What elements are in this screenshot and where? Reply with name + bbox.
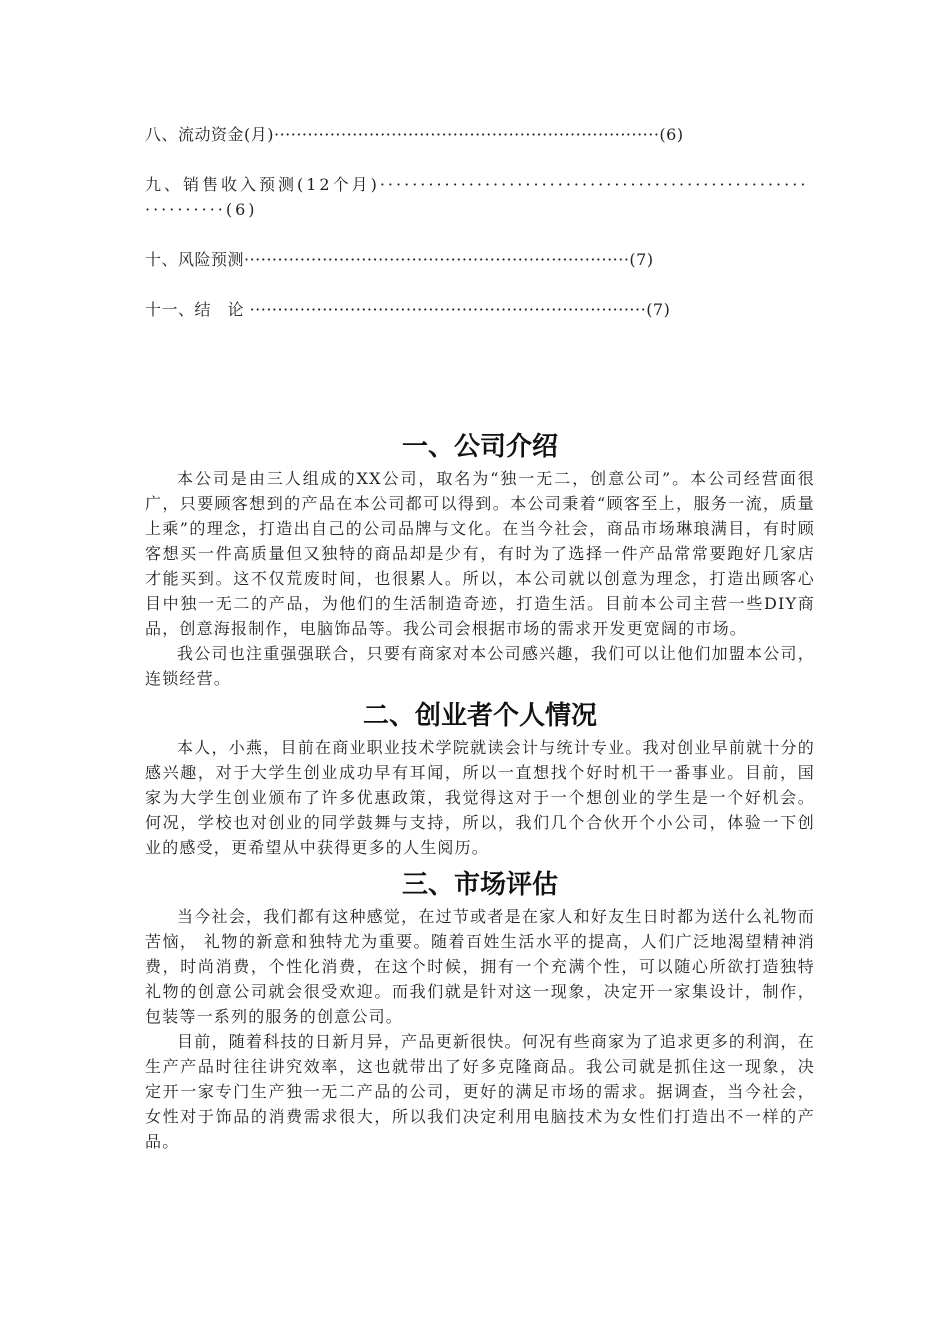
- company-intro-paragraph-1: 本公司是由三人组成的XX公司，取名为“独一无二，创意公司”。本公司经营面很广，只要顾客想到的产品在本公司都可以得到。本公司秉着“顾客至上，服务一流，质量上乘”的理念，打造出自己的公司品牌与文化。在当今社会，商品市场琳琅满目，有时顾客想买一件高质量但又独特的商品却是少有，有时为了选择一件产品常常要跑好几家店才能买到。这不仅荒废时间，也很累人。所以，本公司就以创意为理念，打造出顾客心目中独一无二的产品，为他们的生活制造奇迹，打造生活。目前本公司主营一些DIY商品，创意海报制作，电脑饰品等。我公司会根据市场的需求开发更宽阔的市场。: [145, 469, 815, 638]
- toc-entry-8: 八、流动资金(月)·····································································(6): [145, 125, 684, 144]
- toc-entry-10: 十、风险预测·····································································(7): [145, 250, 654, 269]
- table-of-contents: [145, 122, 810, 347]
- toc-entry-11: 十一、结 论 ·······································································(7): [145, 300, 671, 319]
- section-title-company-intro: 一、公司介绍: [401, 432, 558, 462]
- market-paragraph-1: 当今社会，我们都有这种感觉，在过节或者是在家人和好友生日时都为送什么礼物而苦恼， 礼物的新意和独特尤为重要。随着百姓生活水平的提高，人们广泛地渴望精神消费，时尚消费，个性化消费，在这个时候，拥有一个充满个性，可以随心所欲打造独特礼物的创意公司就会很受欢迎。而我们就是针对这一现象，决定开一家集设计，制作，包装等一系列的服务的创意公司。: [145, 907, 815, 1026]
- document-body: [145, 428, 815, 1154]
- section-title-market-assessment: 三、市场评估: [401, 870, 558, 900]
- founder-paragraph-1: 本人，小燕，目前在商业职业技术学院就读会计与统计专业。我对创业早前就十分的感兴趣，对于大学生创业成功早有耳闻，所以一直想找个好时机干一番事业。目前，国家为大学生创业颁布了许多优惠政策，我觉得这对于一个想创业的学生是一个好机会。何况，学校也对创业的同学鼓舞与支持，所以，我们几个合伙开个小公司，体验一下创业的感受，更希望从中获得更多的人生阅历。: [145, 738, 815, 857]
- toc-entry-9: 九、销售收入预测(12个月)·······························································(6): [145, 175, 809, 219]
- company-intro-paragraph-2: 我公司也注重强强联合，只要有商家对本公司感兴趣，我们可以让他们加盟本公司，连锁经营。: [145, 644, 815, 688]
- market-paragraph-2: 目前，随着科技的日新月异，产品更新很快。何况有些商家为了追求更多的利润，在生产产品时往往讲究效率，这也就带出了好多克隆商品。我公司就是抓住这一现象，决定开一家专门生产独一无二产品的公司，更好的满足市场的需求。据调查，当今社会，女性对于饰品的消费需求很大，所以我们决定利用电脑技术为女性们打造出不一样的产品。: [145, 1032, 815, 1151]
- section-title-founder: 二、创业者个人情况: [362, 701, 597, 731]
